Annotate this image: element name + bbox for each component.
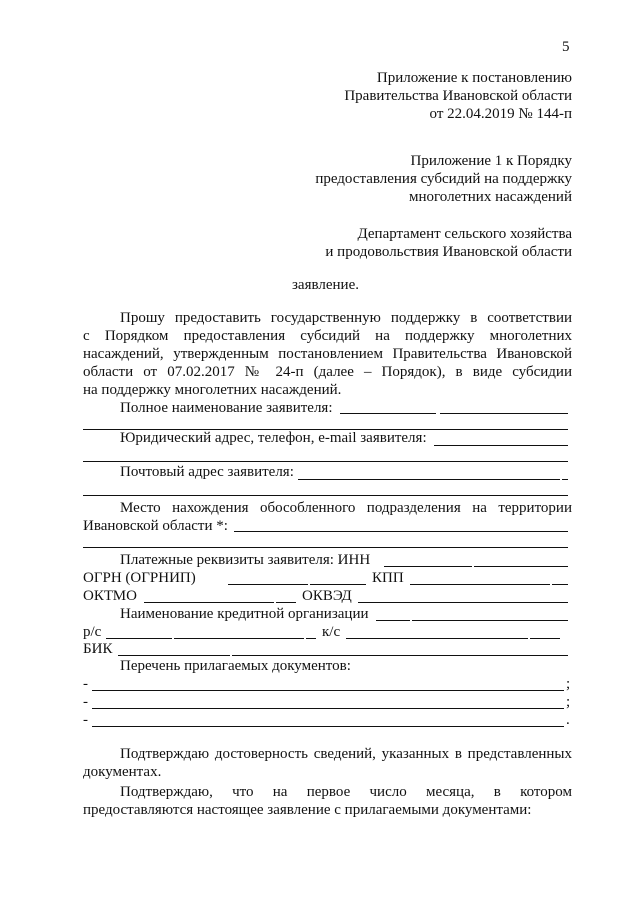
document-title: заявление. (292, 277, 359, 293)
payment-inn-label: Платежные реквизиты заявителя: ИНН (120, 552, 371, 568)
ks-label: к/с (322, 624, 341, 640)
confirm-2-line-2: предоставляются настоящее заявление с прилагаемыми документами: (83, 802, 532, 818)
inn-field-1[interactable] (384, 566, 472, 567)
ogrn-field-1[interactable] (228, 584, 308, 585)
bank-name-label: Наименование кредитной организации (120, 606, 369, 622)
intro-line-4: области от 07.02.2017 № 24-п (далее – Порядок), в виде субсидии (83, 364, 572, 380)
okved-label: ОКВЭД (302, 588, 352, 604)
annex2-line-3: многолетних насаждений (408, 189, 572, 205)
bik-label: БИК (83, 641, 113, 657)
annex2-line-1: Приложение 1 к Порядку (410, 153, 572, 169)
document-item-1-dash: - (83, 676, 88, 692)
rs-field-3[interactable] (306, 638, 316, 639)
document-item-2-field[interactable] (92, 708, 564, 709)
department-line-2: и продовольствия Ивановской области (325, 244, 572, 260)
location-label-line-1: Место нахождения обособленного подразделения на территории (120, 500, 572, 516)
full-name-label: Полное наименование заявителя: (120, 400, 333, 416)
kpp-field-1[interactable] (410, 584, 550, 585)
annex-line-3: от 22.04.2019 № 144-п (429, 106, 572, 122)
oktmo-field-1[interactable] (144, 602, 274, 603)
kpp-field-2[interactable] (552, 584, 568, 585)
annex-line-1: Приложение к постановлению (376, 70, 572, 86)
postal-address-field-2[interactable] (83, 495, 568, 496)
oktmo-field-2[interactable] (276, 602, 296, 603)
location-field-1[interactable] (234, 531, 568, 532)
confirm-2-line-1: Подтверждаю, что на первое число месяца, в котором (120, 784, 572, 800)
legal-address-field-2[interactable] (83, 461, 568, 462)
confirm-1-line-1: Подтверждаю достоверность сведений, указанных в представленных (120, 746, 572, 762)
postal-address-field-1b[interactable] (562, 479, 568, 480)
legal-address-field-1[interactable] (434, 445, 568, 446)
annex-line-2: Правительства Ивановской области (344, 88, 572, 104)
rs-field-2[interactable] (174, 638, 304, 639)
bik-field-2[interactable] (232, 655, 568, 656)
rs-label: р/с (83, 624, 102, 640)
postal-address-field-1[interactable] (298, 479, 560, 480)
location-field-2[interactable] (83, 547, 568, 548)
ks-field-2[interactable] (530, 638, 560, 639)
intro-line-2: с Порядком предоставления субсидий на поддержку многолетних (83, 328, 572, 344)
bank-name-field-1[interactable] (376, 620, 410, 621)
document-item-1-end: ; (566, 676, 571, 692)
documents-list-label: Перечень прилагаемых документов: (120, 658, 351, 674)
legal-address-label: Юридический адрес, телефон, e-mail заявителя: (120, 430, 427, 446)
document-item-2-end: ; (566, 694, 571, 710)
document-item-3-end: . (566, 712, 570, 728)
ogrn-field-2[interactable] (310, 584, 366, 585)
confirm-1-line-2: документах. (83, 764, 162, 780)
rs-field-1[interactable] (106, 638, 172, 639)
document-item-3-dash: - (83, 712, 88, 728)
ogrn-label: ОГРН (ОГРНИП) (83, 570, 196, 586)
intro-line-3: насаждений, утвержденным постановлением Правительства Ивановской (83, 346, 572, 362)
okved-field[interactable] (358, 602, 568, 603)
postal-address-label: Почтовый адрес заявителя: (120, 464, 294, 480)
oktmo-label: ОКТМО (83, 588, 137, 604)
intro-line-5: на поддержку многолетних насаждений. (83, 382, 342, 398)
full-name-field-1[interactable] (340, 413, 436, 414)
bank-name-field-2[interactable] (412, 620, 568, 621)
document-item-3-field[interactable] (92, 726, 564, 727)
department-line-1: Департамент сельского хозяйства (357, 226, 572, 242)
inn-field-2[interactable] (474, 566, 568, 567)
location-label-line-2: Ивановской области *: (83, 518, 228, 534)
ks-field-1[interactable] (346, 638, 528, 639)
kpp-label: КПП (372, 570, 404, 586)
page-number: 5 (562, 39, 570, 55)
bik-field-1[interactable] (118, 655, 230, 656)
annex2-line-2: предоставления субсидий на поддержку (315, 171, 572, 187)
document-item-1-field[interactable] (92, 690, 564, 691)
intro-line-1: Прошу предоставить государственную поддержку в соответствии (120, 310, 572, 326)
full-name-field-2[interactable] (440, 413, 568, 414)
document-item-2-dash: - (83, 694, 88, 710)
